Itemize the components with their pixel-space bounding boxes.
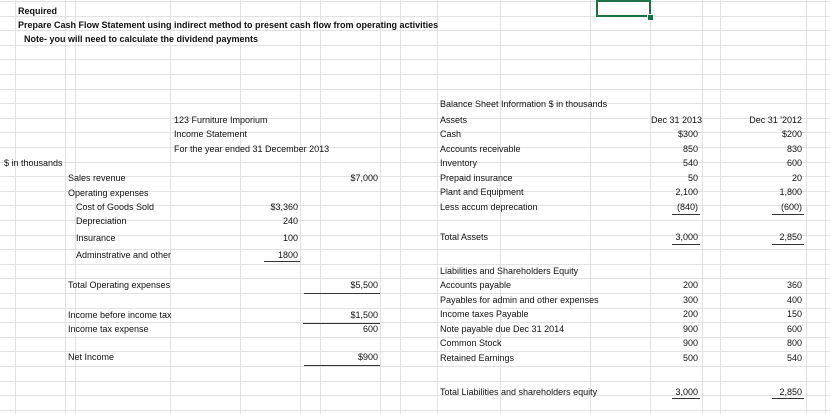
balance-row-label: Common Stock: [440, 338, 502, 349]
balance-row-label: Income taxes Payable: [440, 309, 529, 320]
balance-row-value-2012: $200: [781, 129, 802, 139]
balance-row-label: Cash: [440, 129, 462, 139]
depreciation-value: 240: [282, 216, 298, 226]
balance-row-value-2013: 850: [682, 143, 698, 154]
depreciation-label: Depreciation: [76, 216, 127, 226]
balance-row-value-2013: (840): [676, 202, 698, 212]
required-heading: Required: [18, 6, 58, 16]
balance-row-value-2013: 200: [682, 280, 698, 290]
balance-row-value-2012: 400: [786, 294, 802, 305]
admin-value: 1800: [277, 250, 298, 260]
balance-row-value-2013: 200: [682, 309, 698, 320]
balance-row-label: Note payable due Dec 31 2014: [440, 323, 565, 334]
total-assets-label: Total Assets: [440, 232, 489, 242]
balance-row-value-2012: 20: [791, 172, 802, 183]
ebt-value: $1,500: [350, 310, 378, 320]
balance-row-value-2013: 900: [682, 338, 698, 349]
balance-row-label: Accounts payable: [440, 280, 512, 290]
period-label: For the year ended 31 December 2013: [174, 144, 330, 154]
total-assets-2012: 2,850: [779, 232, 802, 242]
fill-handle[interactable]: [647, 14, 654, 21]
col-header-2012: Dec 31 '2012: [749, 115, 802, 125]
total-liabilities-label: Total Liabilities and shareholders equity: [440, 387, 598, 397]
balance-row-value-2012: 800: [786, 338, 802, 349]
balance-row-value-2012: (600): [780, 202, 802, 212]
total-assets-2013: 3,000: [675, 232, 698, 242]
balance-row-value-2013: $300: [677, 129, 698, 139]
tax-value: 600: [362, 324, 378, 334]
balance-row-value-2013: 900: [682, 323, 698, 334]
col-header-2013: Dec 31 2013: [650, 115, 702, 125]
operating-expenses-label: Operating expenses: [68, 188, 149, 198]
sales-revenue-label: Sales revenue: [68, 173, 126, 183]
net-income-value: $900: [357, 352, 378, 362]
net-income-label: Net Income: [68, 352, 115, 362]
income-statement-title: Income Statement: [174, 129, 248, 139]
balance-row-value-2013: 2,100: [675, 187, 698, 198]
balance-row-value-2013: 300: [682, 294, 698, 305]
balance-row-value-2013: 50: [687, 172, 698, 183]
balance-row-label: Accounts receivable: [440, 143, 521, 154]
balance-row-value-2012: 1,800: [779, 187, 802, 198]
admin-label: Adminstrative and other: [76, 250, 172, 260]
balance-row-value-2012: 600: [786, 158, 802, 169]
balance-row-label: Less accum deprecation: [440, 202, 538, 212]
company-name: 123 Furniture Imporium: [174, 115, 268, 125]
units-label: $ in thousands: [4, 158, 63, 168]
note-text: Note- you will need to calculate the dividend payments: [24, 34, 259, 44]
balance-row-value-2012: 600: [786, 323, 802, 334]
cogs-label: Cost of Goods Sold: [76, 202, 155, 212]
sales-revenue-value: $7,000: [350, 173, 378, 183]
balance-row-value-2013: 500: [682, 353, 698, 363]
total-opex-label: Total Operating expenses: [68, 280, 171, 290]
total-liabilities-2012: 2,850: [779, 387, 802, 397]
balance-row-value-2013: 540: [682, 158, 698, 169]
balance-row-label: Payables for admin and other expenses: [440, 294, 599, 305]
balance-row-label: Plant and Equipment: [440, 187, 524, 198]
insurance-value: 100: [282, 233, 298, 243]
balance-row-label: Retained Earnings: [440, 353, 515, 363]
assets-label: Assets: [440, 115, 468, 125]
selected-cell[interactable]: [596, 0, 651, 17]
balance-row-value-2012: 150: [786, 309, 802, 320]
balance-row-label: Inventory: [440, 158, 478, 169]
tax-label: Income tax expense: [68, 324, 149, 334]
cogs-value: $3,360: [270, 202, 298, 212]
balance-row-value-2012: 360: [786, 280, 802, 290]
balance-row-value-2012: 540: [786, 353, 802, 363]
total-liabilities-2013: 3,000: [675, 387, 698, 397]
liabilities-label: Liabilities and Shareholders Equity: [440, 266, 579, 276]
balance-row-value-2012: 830: [786, 143, 802, 154]
balance-row-label: Prepaid insurance: [440, 172, 513, 183]
instruction-text: Prepare Cash Flow Statement using indirect method to present cash flow from operating activities: [18, 20, 439, 30]
total-opex-value: $5,500: [350, 280, 378, 290]
balance-sheet-title: Balance Sheet Information $ in thousands: [440, 99, 608, 109]
insurance-label: Insurance: [76, 233, 116, 243]
ebt-label: Income before income tax: [68, 310, 172, 320]
